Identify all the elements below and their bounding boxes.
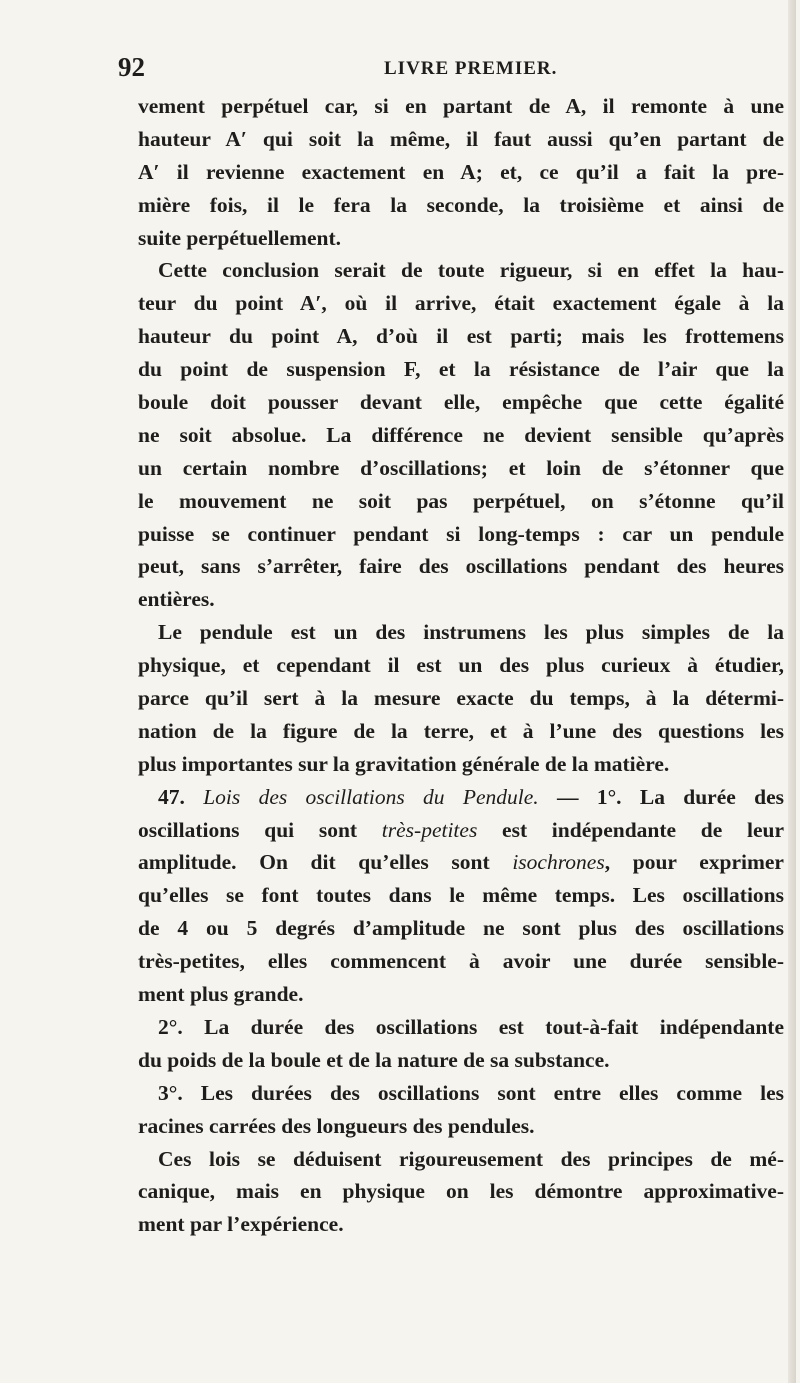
text-line: boule doit pousser devant elle, empêche que cette égalité	[138, 390, 784, 415]
text-line: ment par l’expérience.	[138, 1212, 344, 1237]
text-line: peut, sans s’arrêter, faire des oscillations pendant des heures	[138, 554, 784, 579]
text-line: vement perpétuel car, si en partant de A, il remonte à une	[138, 94, 784, 118]
page-number: 92	[118, 52, 145, 82]
text-line: de 4 ou 5 degrés d’amplitude ne sont plus des oscillations	[138, 916, 784, 941]
text-line: canique, mais en physique on les démontre approximative-	[138, 1179, 784, 1204]
text-line: entières.	[138, 587, 215, 612]
text-line: teur du point A′, où il arrive, était exactement égale à la	[138, 291, 784, 316]
text-line: oscillations qui sont très-petites est indépendante de leur	[138, 817, 784, 842]
text-line: Cette conclusion serait de toute rigueur, si en effet la hau-	[158, 258, 784, 283]
text-line: très-petites, elles commencent à avoir une durée sensible-	[138, 949, 784, 974]
text-line: parce qu’il sert à la mesure exacte du temps, à la détermi-	[138, 686, 784, 711]
text-line: hauteur A′ qui soit la même, il faut aussi qu’en partant de	[138, 126, 784, 151]
text-line: hauteur du point A, d’où il est parti; mais les frottemens	[138, 324, 784, 349]
text-line: plus importantes sur la gravitation générale de la matière.	[138, 751, 670, 776]
text-line: racines carrées des longueurs des pendules.	[138, 1113, 535, 1138]
text-line: ment plus grande.	[138, 982, 304, 1007]
text-line: 47. Lois des oscillations du Pendule. — 1°. La durée des	[158, 784, 784, 809]
text-line: nation de la figure de la terre, et à l’une des questions les	[138, 718, 784, 743]
text-line: puisse se continuer pendant si long-temps : car un pendule	[138, 521, 784, 546]
text-line: 2°. La durée des oscillations est tout-à-fait indépendante	[158, 1014, 784, 1039]
text-line: un certain nombre d’oscillations; et loin de s’étonner que	[138, 455, 784, 480]
text-line: du point de suspension F, et la résistance de l’air que la	[138, 357, 784, 382]
text-line: suite perpétuellement.	[138, 225, 342, 250]
text-line: Ces lois se déduisent rigoureusement des principes de mé-	[158, 1146, 784, 1171]
page-edge	[788, 0, 796, 1383]
text-line: A′ il revienne exactement en A; et, ce qu’il a fait la pre-	[138, 159, 784, 184]
text-line: 3°. Les durées des oscillations sont entre elles comme les	[158, 1080, 784, 1105]
text-line: ne soit absolue. La différence ne devient sensible qu’après	[138, 422, 784, 447]
page-header	[118, 52, 778, 86]
text-line: Le pendule est un des instrumens les plus simples de la	[158, 620, 784, 645]
text-line: qu’elles se font toutes dans le même temps. Les oscillations	[138, 883, 784, 908]
text-line: mière fois, il le fera la seconde, la troisième et ainsi de	[138, 192, 784, 217]
text-line: le mouvement ne soit pas perpétuel, on s’étonne qu’il	[138, 488, 784, 513]
text-line: amplitude. On dit qu’elles sont isochrones, pour exprimer	[138, 850, 784, 875]
body-text	[138, 90, 784, 1241]
text-line: physique, et cependant il est un des plus curieux à étudier,	[138, 653, 784, 678]
running-head: LIVRE PREMIER.	[384, 58, 558, 79]
text-line: du poids de la boule et de la nature de sa substance.	[138, 1047, 610, 1072]
